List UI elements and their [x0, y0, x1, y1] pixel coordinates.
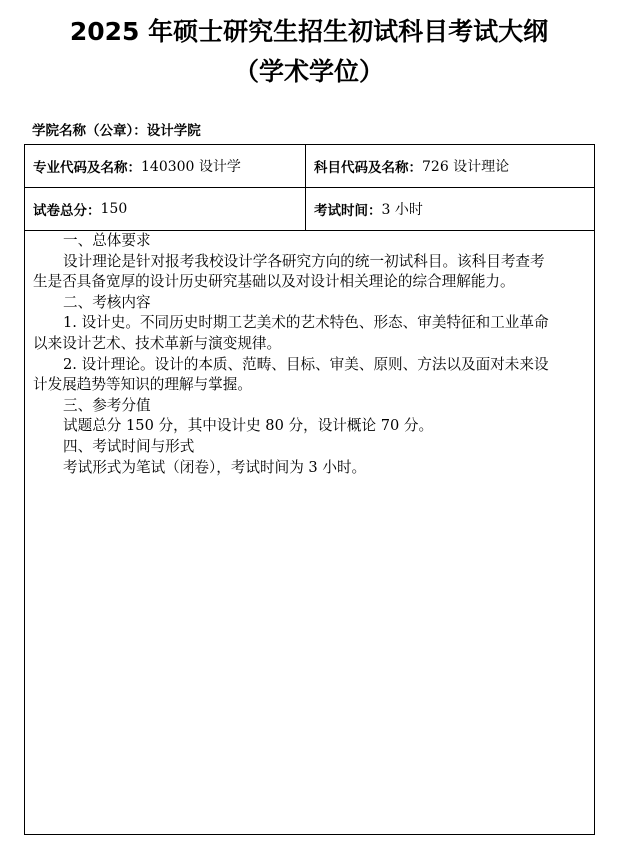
major-cell — [25, 145, 305, 187]
body-line: 试题总分 150 分，其中设计史 80 分，设计概论 70 分。 — [63, 417, 434, 435]
body-line: 2. 设计理论。设计的本质、范畴、目标、审美、原则、方法以及面对未来设 — [63, 355, 549, 373]
score-value: 150 — [100, 201, 128, 217]
college-name: 学院名称（公章）：设计学院 — [32, 123, 201, 139]
major-label: 专业代码及名称： — [33, 160, 141, 176]
time-cell — [306, 188, 594, 230]
body-line: 一、总体要求 — [63, 232, 151, 249]
body-line: 计发展趋势等知识的理解与掌握。 — [33, 376, 252, 394]
body-line: 考试形式为笔试（闭卷），考试时间为 3 小时。 — [63, 458, 367, 476]
score-label: 试卷总分： — [33, 203, 101, 219]
subject-value: 726 设计理论 — [422, 159, 510, 175]
subject-cell — [306, 145, 594, 187]
document-title: 2025 年硕士研究生招生初试科目考试大纲 — [69, 17, 549, 46]
body-line: 1. 设计史。不同历史时期工艺美术的艺术特色、形态、审美特征和工业革命 — [63, 314, 549, 332]
body-line: 生是否具备宽厚的设计历史研究基础以及对设计相关理论的综合理解能力。 — [33, 273, 515, 291]
score-cell — [25, 188, 305, 230]
time-label: 考试时间： — [314, 203, 382, 219]
body-line: 四、考试时间与形式 — [63, 437, 195, 455]
body-line: 设计理论是针对报考我校设计学各研究方向的统一初试科目。该科目考查考 — [63, 252, 545, 270]
major-value: 140300 设计学 — [141, 159, 241, 175]
body-line: 三、参考分值 — [63, 396, 151, 414]
syllabus-body — [33, 231, 588, 478]
time-value: 3 小时 — [381, 202, 423, 218]
document-subtitle: （学术学位） — [233, 57, 384, 86]
body-line: 二、考核内容 — [63, 293, 151, 311]
body-line: 以来设计艺术、技术革新与演变规律。 — [33, 334, 282, 352]
syllabus-table — [24, 144, 595, 835]
column-divider — [305, 145, 306, 230]
subject-label: 科目代码及名称： — [314, 160, 422, 176]
